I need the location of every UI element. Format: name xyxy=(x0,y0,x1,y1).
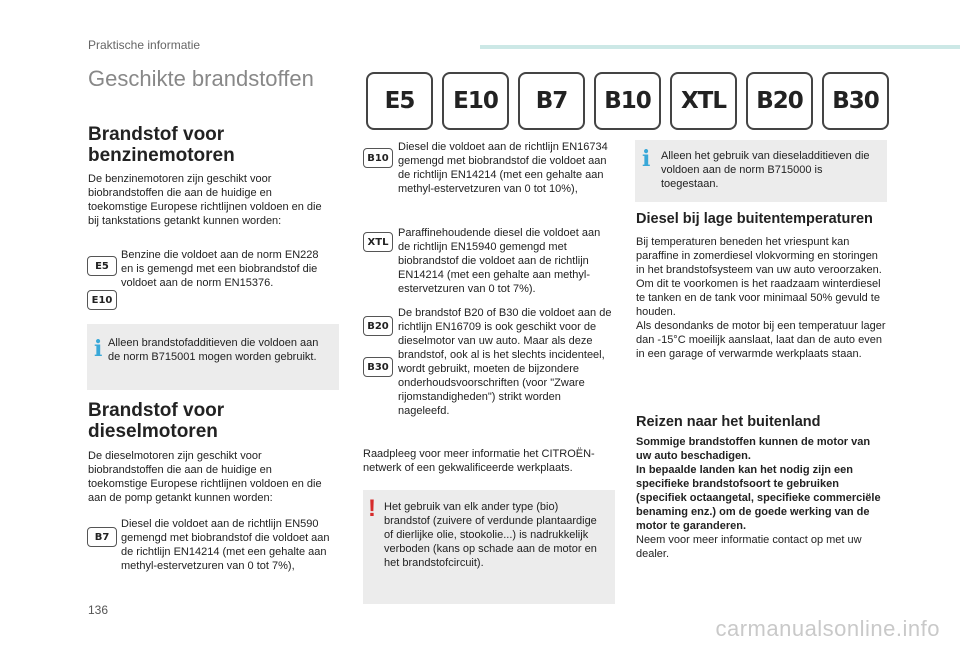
petrol-note-box xyxy=(87,324,339,390)
fuel-badge-b20: B20 xyxy=(746,72,813,130)
b20-b30-text: De brandstof B20 of B30 die voldoet aan de richtlijn EN16709 is ook geschikt voor de dieselmotor van uw auto. Maar als deze brandstof, ook al is het slechts incidenteel, wordt gebruikt, moeten de bijzondere onderhoudsvoorschriften (voor "Zware rijomstandigheden") strikt worden nageleefd. xyxy=(398,307,612,417)
petrol-heading-line1: Brandstof voor xyxy=(88,124,225,145)
header-rule xyxy=(480,45,960,49)
warning-icon: ! xyxy=(368,495,376,522)
small-badge-b10: B10 xyxy=(363,148,393,168)
low-temp-heading: Diesel bij lage buitentemperaturen xyxy=(636,211,873,227)
small-badge-e5: E5 xyxy=(87,256,117,276)
travel-heading: Reizen naar het buitenland xyxy=(636,414,821,430)
watermark: carmanualsonline.info xyxy=(715,616,940,641)
info-icon: i xyxy=(642,146,651,172)
diesel-additive-note-text: Alleen het gebruik van dieseladditieven die voldoen aan de norm B715000 is toegestaan. xyxy=(661,150,870,190)
travel-text: Neem voor meer informatie contact op met uw dealer. xyxy=(636,534,862,560)
fuel-badges-row xyxy=(366,72,889,134)
diesel-heading xyxy=(88,400,338,442)
low-temp-text-2: Als desondanks de motor bij een temperatuur lager dan -15°C moeilijk aanslaat, laat dan de auto even in een garage of verwarmde werkplaats staan. xyxy=(636,320,886,360)
low-temp-text-1: Bij temperaturen beneden het vriespunt kan paraffine in zomerdiesel vlokvorming en storingen in het brandstofsysteem van uw auto veroorzaken. Om dit te voorkomen is het raadzaam winterdiesel te tanken en de tank voor minimaal 50% gevuld te houden. xyxy=(636,236,882,318)
diesel-heading-line2: dieselmotoren xyxy=(88,421,218,442)
small-badge-b7: B7 xyxy=(87,527,117,547)
fuel-badge-b30: B30 xyxy=(822,72,889,130)
section-header: Praktische informatie xyxy=(88,38,201,52)
consult-text: Raadpleeg voor meer informatie het CITROËN-netwerk of een gekwalificeerde werkplaats. xyxy=(363,448,595,474)
small-badge-b30: B30 xyxy=(363,357,393,377)
travel-bold-1: Sommige brandstoffen kunnen de motor van uw auto beschadigen. xyxy=(636,436,871,462)
petrol-heading-line2: benzinemotoren xyxy=(88,145,235,166)
fuel-badge-xtl: XTL xyxy=(670,72,737,130)
fuel-badge-b7: B7 xyxy=(518,72,585,130)
low-temp-body xyxy=(636,235,886,361)
petrol-note-text: Alleen brandstofadditieven die voldoen aan de norm B715001 mogen worden gebruikt. xyxy=(108,337,319,363)
fuel-badge-e5: E5 xyxy=(366,72,433,130)
small-badge-e10: E10 xyxy=(87,290,117,310)
b10-text: Diesel die voldoet aan de richtlijn EN16734 gemengd met biobrandstof die voldoet aan de richtlijn EN14214 (met een gehalte aan methyl-estervetzuren van 0 tot 10%), xyxy=(398,141,608,195)
fuel-badge-e10: E10 xyxy=(442,72,509,130)
diesel-heading-line1: Brandstof voor xyxy=(88,400,225,421)
b7-text: Diesel die voldoet aan de richtlijn EN590 gemengd met biobrandstof die voldoet aan de richtlijn EN14214 (met een gehalte aan methyl-estervetzuren van 0 tot 7%), xyxy=(121,518,330,572)
xtl-text: Paraffinehoudende diesel die voldoet aan de richtlijn EN15940 gemengd met biobrandstof die voldoet aan de richtlijn EN14214 (met een gehalte aan methyl-estervetzuren van 0 tot 7%). xyxy=(398,227,601,295)
small-badge-xtl: XTL xyxy=(363,232,393,252)
petrol-item-text: Benzine die voldoet aan de norm EN228 en is gemengd met een biobrandstof die voldoet aan de norm EN15376. xyxy=(121,249,319,289)
diesel-additive-note-box xyxy=(635,140,887,202)
travel-body xyxy=(636,435,886,561)
warning-text: Het gebruik van elk ander type (bio) brandstof (zuivere of verdunde plantaardige of dierlijke olie, stookolie...) is nadrukkelijk verboden (kans op schade aan de motor en het brandstofcircuit). xyxy=(384,501,597,569)
small-badge-b20: B20 xyxy=(363,316,393,336)
info-icon: i xyxy=(94,336,103,362)
page-number: 136 xyxy=(88,603,109,617)
petrol-heading xyxy=(88,124,338,166)
petrol-intro: De benzinemotoren zijn geschikt voor biobrandstoffen die aan de huidige en toekomstige Europese richtlijnen voldoen en die bij tankstations getankt kunnen worden: xyxy=(88,173,322,227)
page-title: Geschikte brandstoffen xyxy=(88,66,314,91)
diesel-intro: De dieselmotoren zijn geschikt voor biobrandstoffen die aan de huidige en toekomstige Europese richtlijnen voldoen en die aan de pomp getankt kunnen worden: xyxy=(88,450,322,504)
fuel-badge-b10: B10 xyxy=(594,72,661,130)
warning-box xyxy=(363,490,615,604)
travel-bold-2: In bepaalde landen kan het nodig zijn een specifieke brandstofsoort te gebruiken (specifiek octaangetal, specifieke commerciële benaming enz.) om de goede werking van de motor te garanderen. xyxy=(636,464,881,532)
